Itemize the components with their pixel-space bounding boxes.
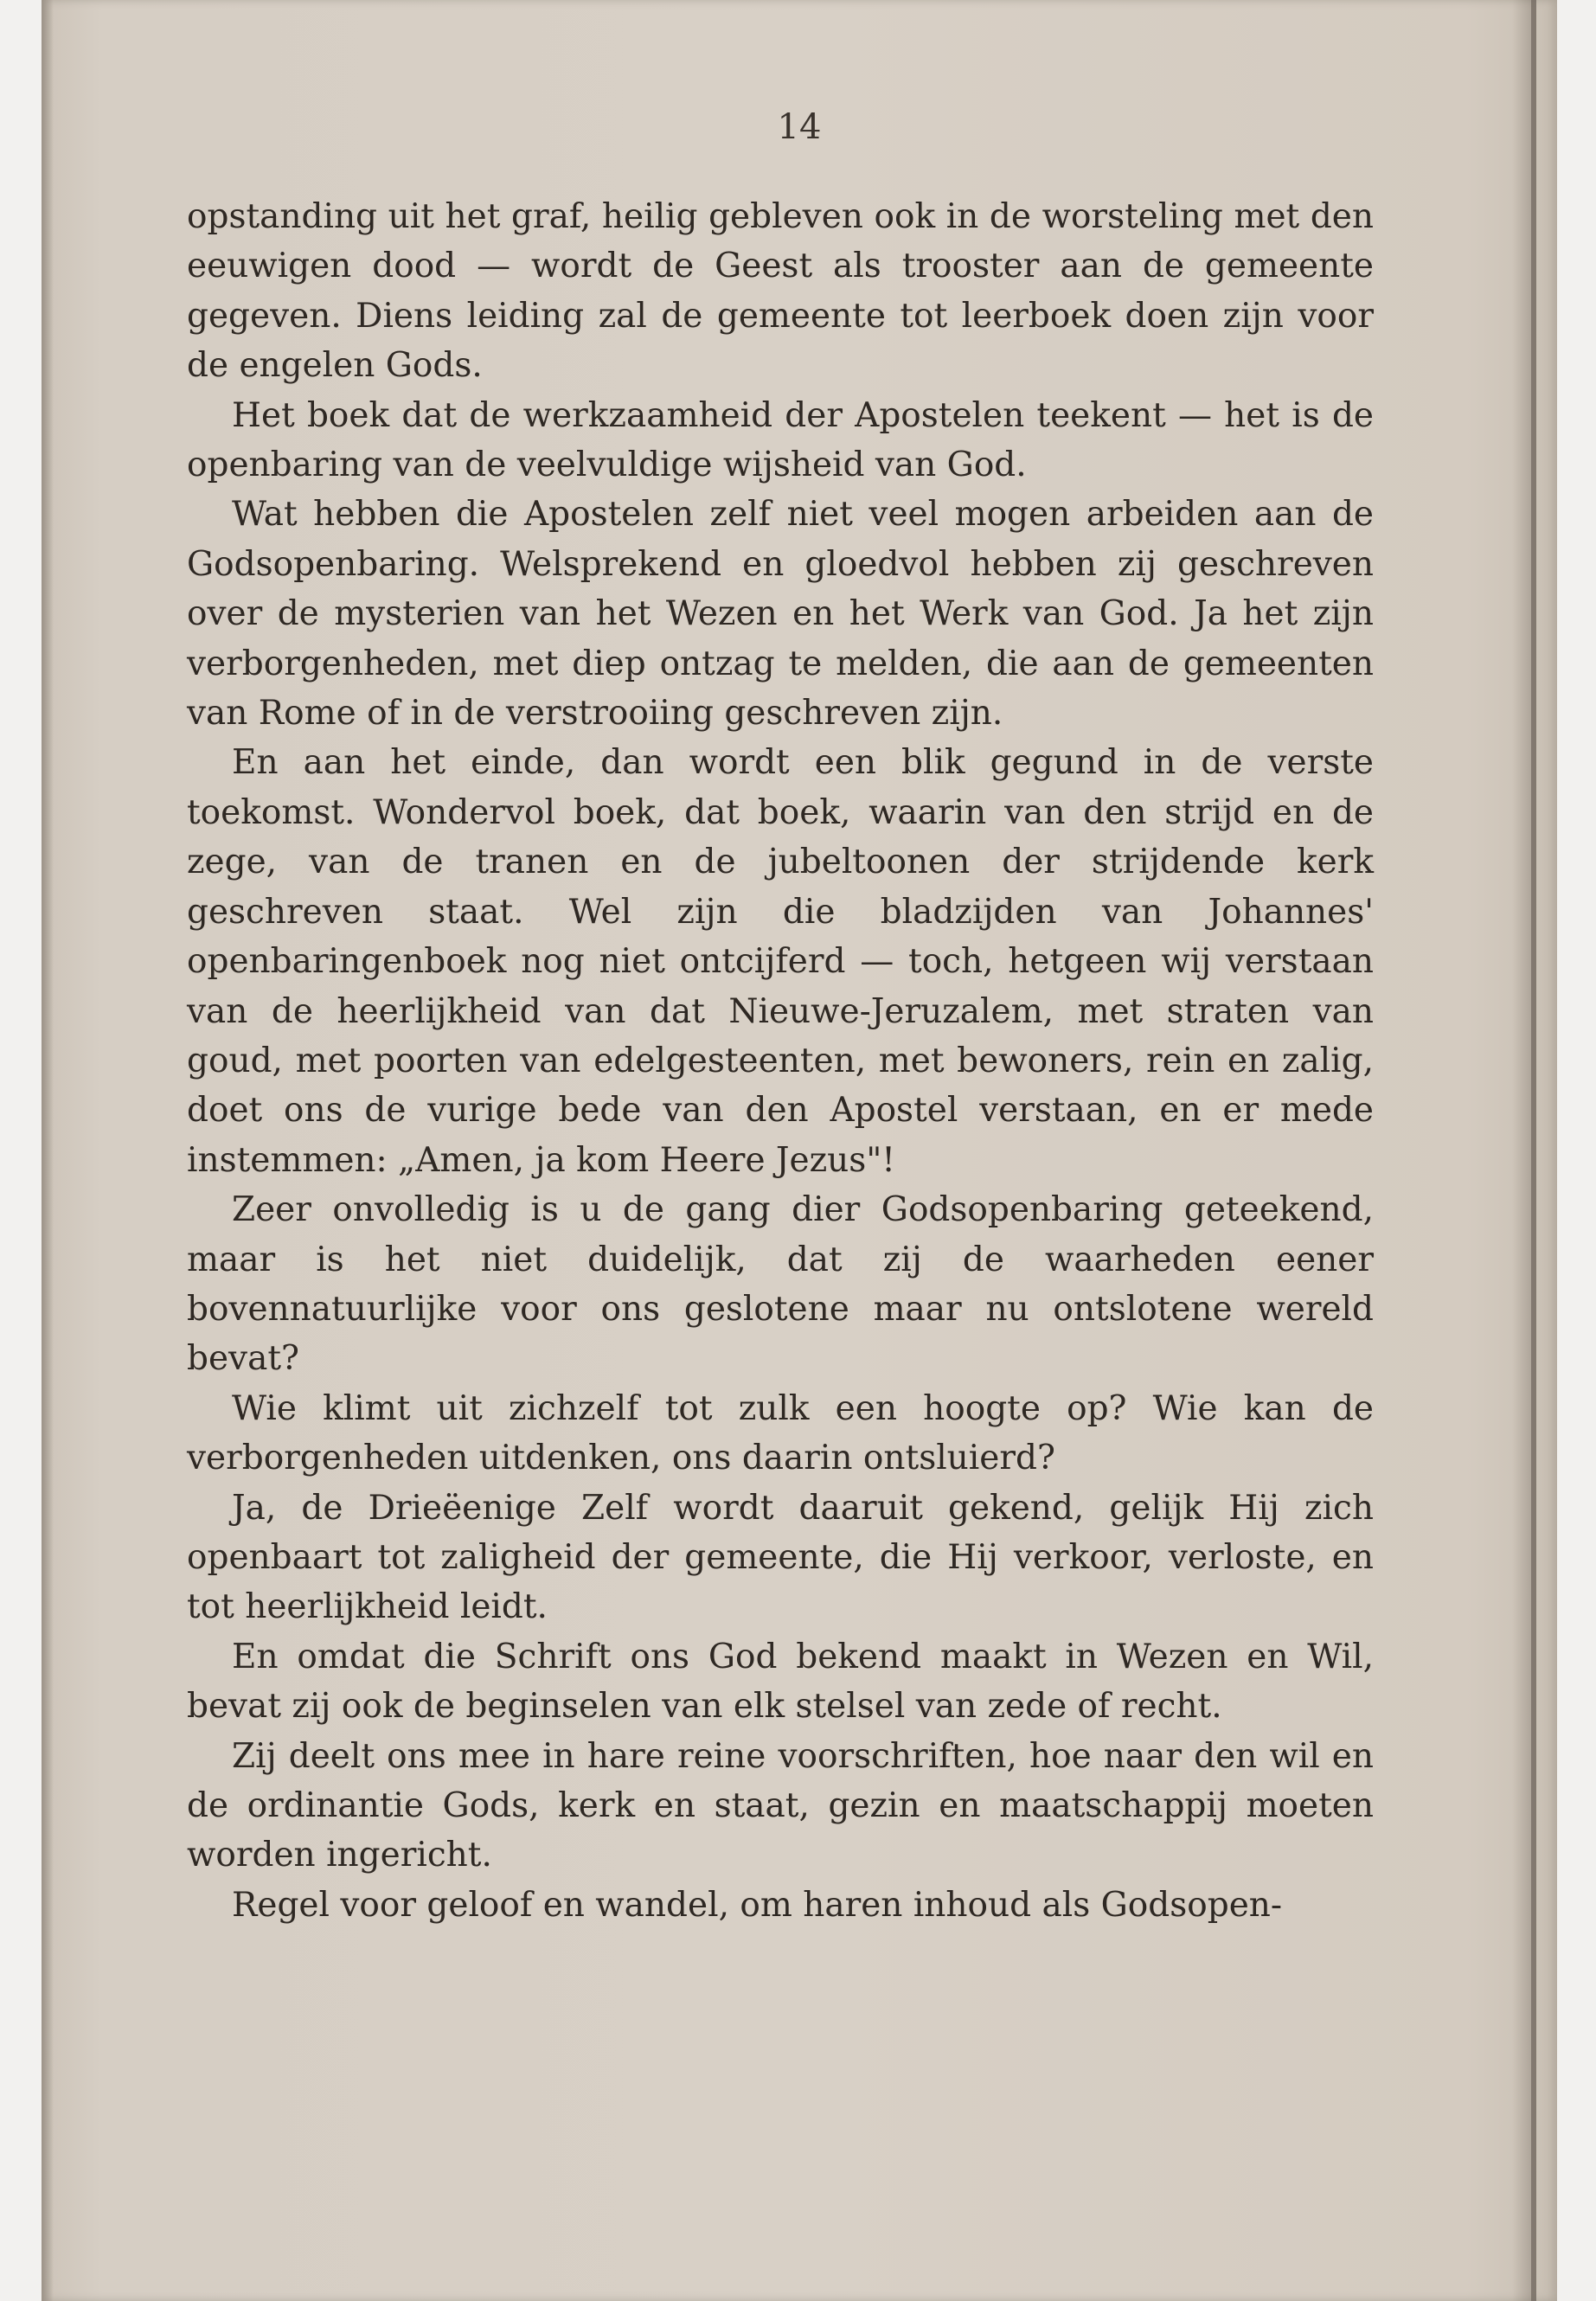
page-right-edge — [1531, 0, 1536, 2301]
paragraph-3: Wat hebben die Apostelen zelf niet veel mogen arbeiden aan de Godsopenbaring. Welsprekend en gloedvol hebben zij geschreven over de mysterien van het Wezen en het Werk van God. Ja het zijn verborgenheden, met diep ontzag te melden, die aan de gemeenten van Rome of in de verstrooiing geschreven zijn. — [187, 495, 1374, 734]
paragraph-5: Zeer onvolledig is u de gang dier Godsopenbaring geteekend, maar is het niet duidelijk, dat zij de waarheden eener bovennatuurlijke voor ons geslotene maar nu ontslotene wereld bevat? — [187, 1190, 1374, 1379]
page-number: 14 — [777, 107, 822, 147]
paragraph-2: Het boek dat de werkzaamheid der Apostelen teekent — het is de openbaring van de veelvuldige wijsheid van God. — [187, 395, 1374, 485]
page-gutter-shadow — [1512, 0, 1531, 2301]
paragraph-9: Zij deelt ons mee in hare reine voorschriften, hoe naar den wil en de ordinantie Gods, kerk en staat, gezin en maatschappij moeten worden ingericht. — [187, 1736, 1374, 1875]
paragraph-6: Wie klimt uit zichzelf tot zulk een hoogte op? Wie kan de verborgenheden uitdenken, ons daarin ontsluierd? — [187, 1388, 1374, 1478]
book-page — [42, 0, 1557, 2301]
paragraph-8: En omdat die Schrift ons God bekend maakt in Wezen en Wil, bevat zij ook de beginselen van elk stelsel van zede of recht. — [187, 1637, 1374, 1727]
paragraph-7: Ja, de Drieëenige Zelf wordt daaruit gekend, gelijk Hij zich openbaart tot zaligheid der gemeente, die Hij verkoor, verloste, en tot heerlijkheid leidt. — [187, 1488, 1374, 1627]
paragraph-10: Regel voor geloof en wandel, om haren inhoud als Godsopen- — [232, 1885, 1283, 1925]
paragraph-1: opstanding uit het graf, heilig gebleven ook in de worsteling met den eeuwigen dood — wordt de Geest als trooster aan de gemeente gegeven. Diens leiding zal de gemeente tot leerboek doen zijn voor de engelen Gods. — [187, 197, 1374, 386]
body-text — [187, 192, 1374, 1930]
page-left-edge — [42, 0, 54, 2301]
paragraph-4: En aan het einde, dan wordt een blik gegund in de verste toekomst. Wondervol boek, dat boek, waarin van den strijd en de zege, van de tranen en de jubeltoonen der strijdende kerk geschreven staat. Wel zijn die bladzijden van Johannes' openbaringenboek nog niet ontcijferd — toch, hetgeen wij verstaan van de heerlijkheid van dat Nieuwe-Jeruzalem, met straten van goud, met poorten van edelgesteenten, met bewoners, rein en zalig, doet ons de vurige bede van den Apostel verstaan, en er mede instemmen: „Amen, ja kom Heere Jezus"! — [187, 743, 1374, 1180]
